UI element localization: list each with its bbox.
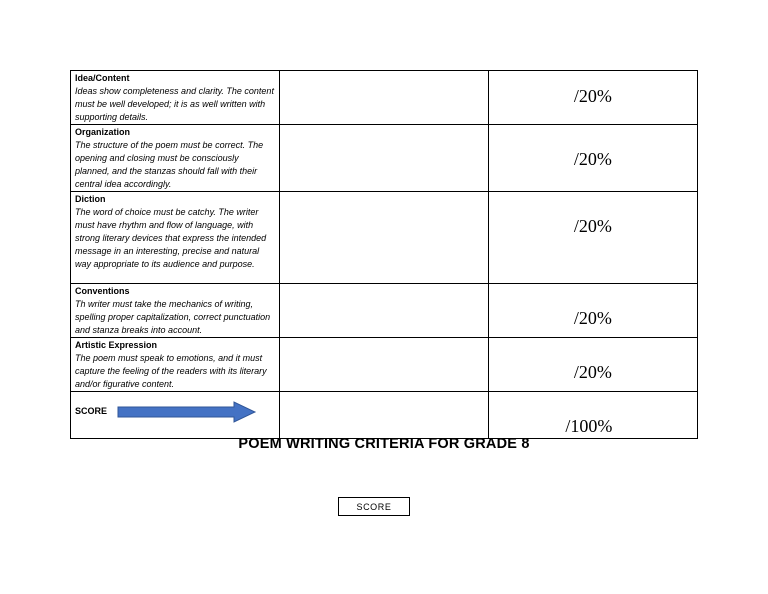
blank-cell <box>280 192 488 284</box>
total-label-cell <box>71 392 280 439</box>
table-row <box>71 284 698 338</box>
criterion-description: The structure of the poem must be correct. The opening and closing must be consciously planned, and the stanzas should fall with their central idea accordingly. <box>75 140 264 189</box>
table-row <box>71 192 698 284</box>
score-cell <box>488 192 697 284</box>
score-cell <box>488 125 697 192</box>
score-button[interactable]: SCORE <box>338 497 410 516</box>
total-score-label: SCORE <box>75 406 108 416</box>
criterion-description: The word of choice must be catchy. The writer must have rhythm and flow of language, with strong literary devices that express the intended message in an interesting, precise and natural way appropriate to its audience and purpose. <box>75 207 267 269</box>
table-row <box>71 125 698 192</box>
blank-cell <box>280 392 488 439</box>
criterion-cell <box>71 125 280 192</box>
total-score-value: /100% <box>565 416 613 436</box>
criterion-cell <box>71 284 280 338</box>
criterion-title: Diction <box>75 194 106 204</box>
blank-cell <box>280 338 488 392</box>
table-row <box>71 338 698 392</box>
score-value: /20% <box>573 216 612 236</box>
blank-cell <box>280 125 488 192</box>
table-row-total <box>71 392 698 439</box>
total-score-cell <box>488 392 697 439</box>
criterion-description: Ideas show completeness and clarity. The content must be well developed; it is as well written with supporting details. <box>75 86 274 122</box>
criteria-table <box>70 70 698 439</box>
score-value: /20% <box>573 362 612 382</box>
score-value: /20% <box>573 86 612 106</box>
criterion-title: Conventions <box>75 286 130 296</box>
document-caption: POEM WRITING CRITERIA FOR GRADE 8 <box>238 436 530 452</box>
criterion-cell <box>71 192 280 284</box>
criterion-cell <box>71 338 280 392</box>
score-cell <box>488 71 697 125</box>
table-row <box>71 71 698 125</box>
criterion-title: Idea/Content <box>75 73 130 83</box>
score-cell <box>488 284 697 338</box>
score-value: /20% <box>573 149 612 169</box>
blank-cell <box>280 71 488 125</box>
criterion-title: Artistic Expression <box>75 340 158 350</box>
arrow-right-icon <box>117 401 257 423</box>
criterion-description: Th writer must take the mechanics of writing, spelling proper capitalization, correct punctuation and stanza breaks into account. <box>75 299 271 335</box>
score-value: /20% <box>573 308 612 328</box>
criterion-title: Organization <box>75 127 131 137</box>
criterion-description: The poem must speak to emotions, and it must capture the feeling of the readers with its literary and/or figurative content. <box>75 353 267 389</box>
blank-cell <box>280 284 488 338</box>
criterion-cell <box>71 71 280 125</box>
arrow-right-shape <box>118 402 255 422</box>
score-cell <box>488 338 697 392</box>
